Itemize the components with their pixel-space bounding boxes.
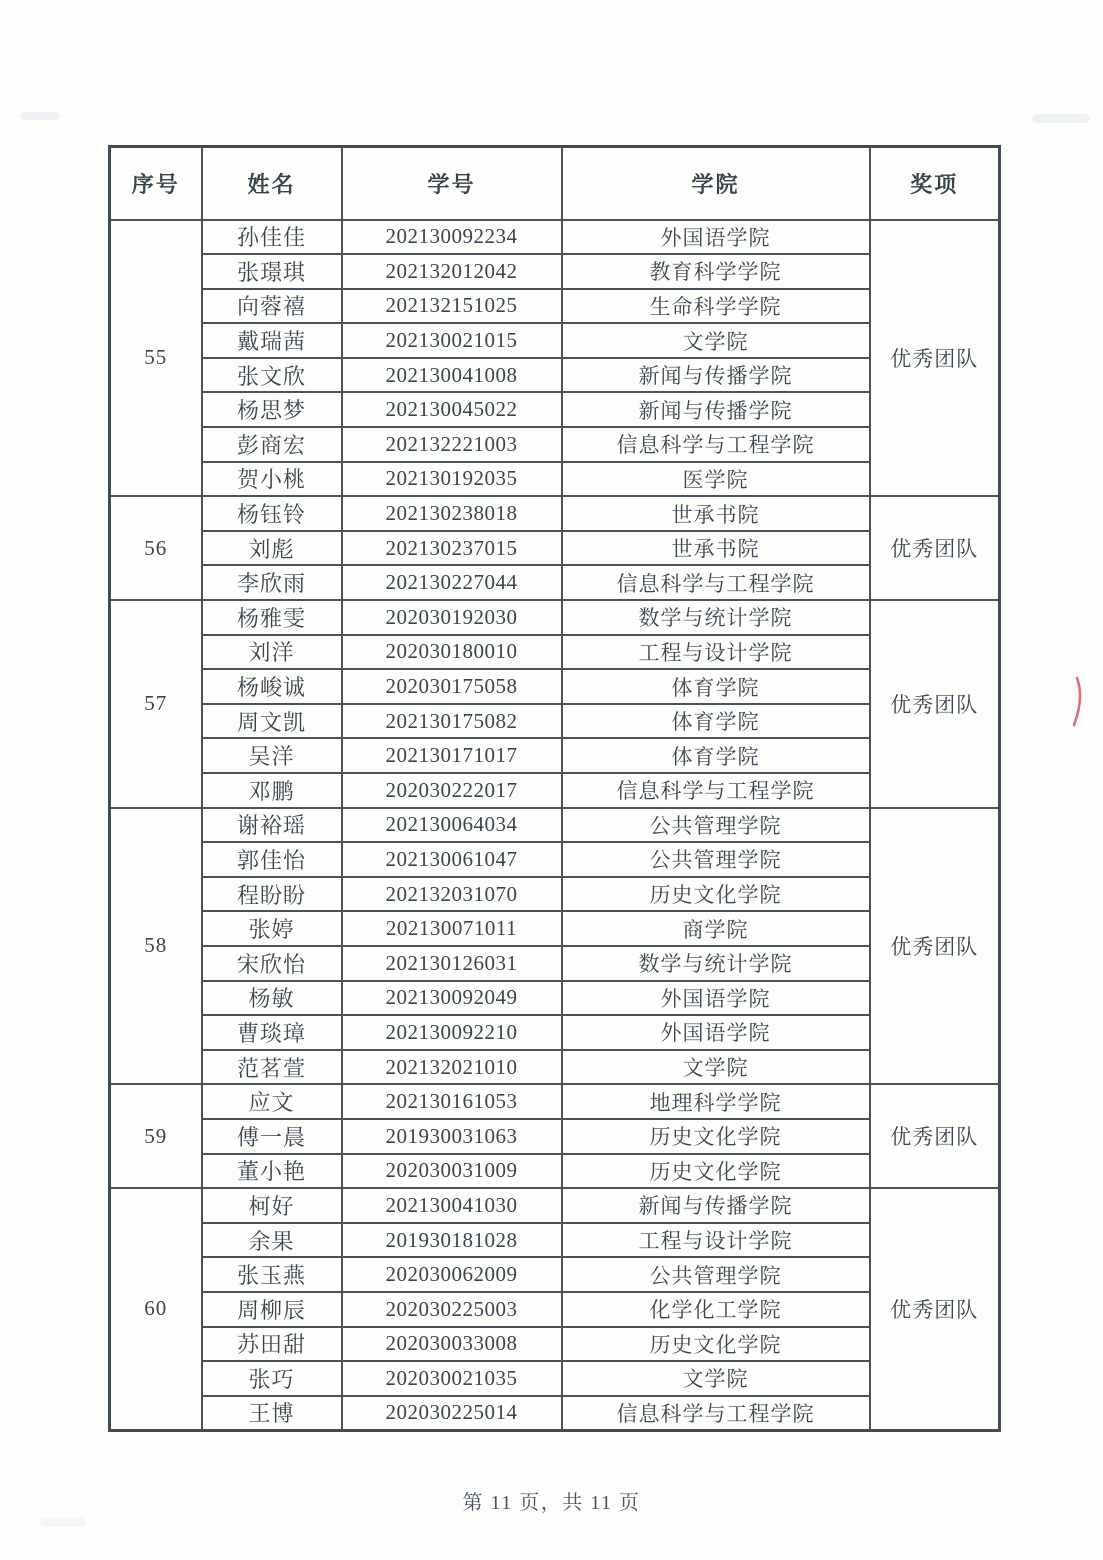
student-id-cell: 202132021010 [342,1050,562,1085]
college-cell: 数学与统计学院 [562,946,870,981]
name-cell: 孙佳佳 [202,220,342,255]
table-row [110,1154,1000,1189]
name-cell: 张璟琪 [202,254,342,289]
college-cell: 新闻与传播学院 [562,358,870,393]
student-id-cell: 202030225003 [342,1292,562,1327]
award-cell: 优秀团队 [870,808,1000,1085]
table-row [110,635,1000,670]
college-cell: 外国语学院 [562,981,870,1016]
name-cell: 向蓉禧 [202,289,342,324]
student-id-cell: 202030062009 [342,1257,562,1292]
student-id-cell: 202130161053 [342,1084,562,1119]
table-row [110,669,1000,704]
college-cell: 新闻与传播学院 [562,392,870,427]
college-cell: 医学院 [562,462,870,497]
scan-smudge [20,112,60,120]
student-id-cell: 202030175058 [342,669,562,704]
name-cell: 贺小桃 [202,462,342,497]
college-cell: 体育学院 [562,738,870,773]
student-id-cell: 202132012042 [342,254,562,289]
table-row [110,1292,1000,1327]
student-id-cell: 202030033008 [342,1327,562,1362]
table-row [110,427,1000,462]
serial-cell: 55 [110,220,202,497]
table-row [110,1188,1000,1223]
student-id-cell: 202132031070 [342,877,562,912]
table-row [110,1050,1000,1085]
name-cell: 邓鹏 [202,773,342,808]
college-cell: 公共管理学院 [562,1257,870,1292]
table-row [110,1396,1000,1431]
name-cell: 张婷 [202,911,342,946]
college-cell: 世承书院 [562,531,870,566]
award-cell: 优秀团队 [870,496,1000,600]
table-row [110,842,1000,877]
name-cell: 杨钰铃 [202,496,342,531]
name-cell: 郭佳怡 [202,842,342,877]
serial-cell: 58 [110,808,202,1085]
student-id-cell: 202130171017 [342,738,562,773]
name-cell: 刘彪 [202,531,342,566]
name-cell: 周柳辰 [202,1292,342,1327]
column-header-serial: 序号 [110,147,202,220]
table-row [110,462,1000,497]
name-cell: 应文 [202,1084,342,1119]
table-row [110,738,1000,773]
name-cell: 杨敏 [202,981,342,1016]
name-cell: 苏田甜 [202,1327,342,1362]
college-cell: 公共管理学院 [562,808,870,843]
student-id-cell: 202130021015 [342,323,562,358]
name-cell: 刘洋 [202,635,342,670]
college-cell: 新闻与传播学院 [562,1188,870,1223]
college-cell: 生命科学学院 [562,289,870,324]
award-table-body [110,220,1000,1431]
student-id-cell: 202030192030 [342,600,562,635]
table-row [110,1361,1000,1396]
table-row [110,392,1000,427]
column-header-award: 奖项 [870,147,1000,220]
name-cell: 张玉燕 [202,1257,342,1292]
college-cell: 文学院 [562,1050,870,1085]
name-cell: 张文欣 [202,358,342,393]
award-cell: 优秀团队 [870,1084,1000,1188]
table-row [110,1327,1000,1362]
name-cell: 傅一晨 [202,1119,342,1154]
student-id-cell: 202130092234 [342,220,562,255]
college-cell: 商学院 [562,911,870,946]
table-row [110,877,1000,912]
red-pen-mark [1068,676,1084,728]
name-cell: 杨雅雯 [202,600,342,635]
table-row [110,773,1000,808]
table-row [110,808,1000,843]
table-row [110,531,1000,566]
college-cell: 历史文化学院 [562,1327,870,1362]
student-id-cell: 202130064034 [342,808,562,843]
table-row [110,1257,1000,1292]
table-row [110,600,1000,635]
name-cell: 杨思梦 [202,392,342,427]
student-id-cell: 202132151025 [342,289,562,324]
student-id-cell: 202132221003 [342,427,562,462]
name-cell: 谢裕瑶 [202,808,342,843]
name-cell: 程盼盼 [202,877,342,912]
college-cell: 工程与设计学院 [562,635,870,670]
student-id-cell: 201930031063 [342,1119,562,1154]
student-id-cell: 202130126031 [342,946,562,981]
college-cell: 工程与设计学院 [562,1223,870,1258]
college-cell: 信息科学与工程学院 [562,427,870,462]
name-cell: 李欣雨 [202,565,342,600]
column-header-id: 学号 [342,147,562,220]
college-cell: 信息科学与工程学院 [562,565,870,600]
college-cell: 化学化工学院 [562,1292,870,1327]
college-cell: 文学院 [562,1361,870,1396]
scan-smudge [40,1518,86,1527]
serial-cell: 59 [110,1084,202,1188]
college-cell: 外国语学院 [562,220,870,255]
serial-cell: 60 [110,1188,202,1430]
college-cell: 信息科学与工程学院 [562,773,870,808]
serial-cell: 56 [110,496,202,600]
college-cell: 历史文化学院 [562,1154,870,1189]
student-id-cell: 202030180010 [342,635,562,670]
name-cell: 张巧 [202,1361,342,1396]
award-list-table [108,145,1001,1432]
name-cell: 杨峻诚 [202,669,342,704]
award-cell: 优秀团队 [870,1188,1000,1430]
table-row [110,1223,1000,1258]
student-id-cell: 202130041030 [342,1188,562,1223]
table-row [110,220,1000,255]
student-id-cell: 201930181028 [342,1223,562,1258]
college-cell: 外国语学院 [562,1015,870,1050]
college-cell: 历史文化学院 [562,877,870,912]
column-header-college: 学院 [562,147,870,220]
award-cell: 优秀团队 [870,220,1000,497]
college-cell: 教育科学学院 [562,254,870,289]
college-cell: 世承书院 [562,496,870,531]
name-cell: 吴洋 [202,738,342,773]
table-row [110,981,1000,1016]
name-cell: 余果 [202,1223,342,1258]
college-cell: 公共管理学院 [562,842,870,877]
student-id-cell: 202030021035 [342,1361,562,1396]
award-cell: 优秀团队 [870,600,1000,808]
college-cell: 数学与统计学院 [562,600,870,635]
college-cell: 体育学院 [562,669,870,704]
college-cell: 文学院 [562,323,870,358]
student-id-cell: 202030225014 [342,1396,562,1431]
student-id-cell: 202130192035 [342,462,562,497]
student-id-cell: 202130041008 [342,358,562,393]
student-id-cell: 202030031009 [342,1154,562,1189]
student-id-cell: 202130092210 [342,1015,562,1050]
student-id-cell: 202130092049 [342,981,562,1016]
table-row [110,704,1000,739]
student-id-cell: 202130175082 [342,704,562,739]
table-row [110,1084,1000,1119]
table-row [110,254,1000,289]
college-cell: 地理科学学院 [562,1084,870,1119]
table-row [110,358,1000,393]
page-footer: 第 11 页，共 11 页 [462,1492,641,1514]
college-cell: 体育学院 [562,704,870,739]
student-id-cell: 202130237015 [342,531,562,566]
table-row [110,496,1000,531]
student-id-cell: 202130238018 [342,496,562,531]
name-cell: 王博 [202,1396,342,1431]
student-id-cell: 202130227044 [342,565,562,600]
name-cell: 董小艳 [202,1154,342,1189]
student-id-cell: 202030222017 [342,773,562,808]
student-id-cell: 202130061047 [342,842,562,877]
student-id-cell: 202130071011 [342,911,562,946]
header-row [110,147,1000,220]
name-cell: 周文凯 [202,704,342,739]
serial-cell: 57 [110,600,202,808]
student-id-cell: 202130045022 [342,392,562,427]
table-row [110,911,1000,946]
table-row [110,946,1000,981]
table-header [110,147,1000,220]
table-row [110,565,1000,600]
table-row [110,1119,1000,1154]
name-cell: 曹琰璋 [202,1015,342,1050]
name-cell: 戴瑞茜 [202,323,342,358]
college-cell: 信息科学与工程学院 [562,1396,870,1431]
scan-smudge [1032,114,1090,123]
college-cell: 历史文化学院 [562,1119,870,1154]
name-cell: 柯好 [202,1188,342,1223]
table-row [110,1015,1000,1050]
name-cell: 宋欣怡 [202,946,342,981]
name-cell: 彭商宏 [202,427,342,462]
name-cell: 范茗萱 [202,1050,342,1085]
table-row [110,289,1000,324]
column-header-name: 姓名 [202,147,342,220]
table-row [110,323,1000,358]
